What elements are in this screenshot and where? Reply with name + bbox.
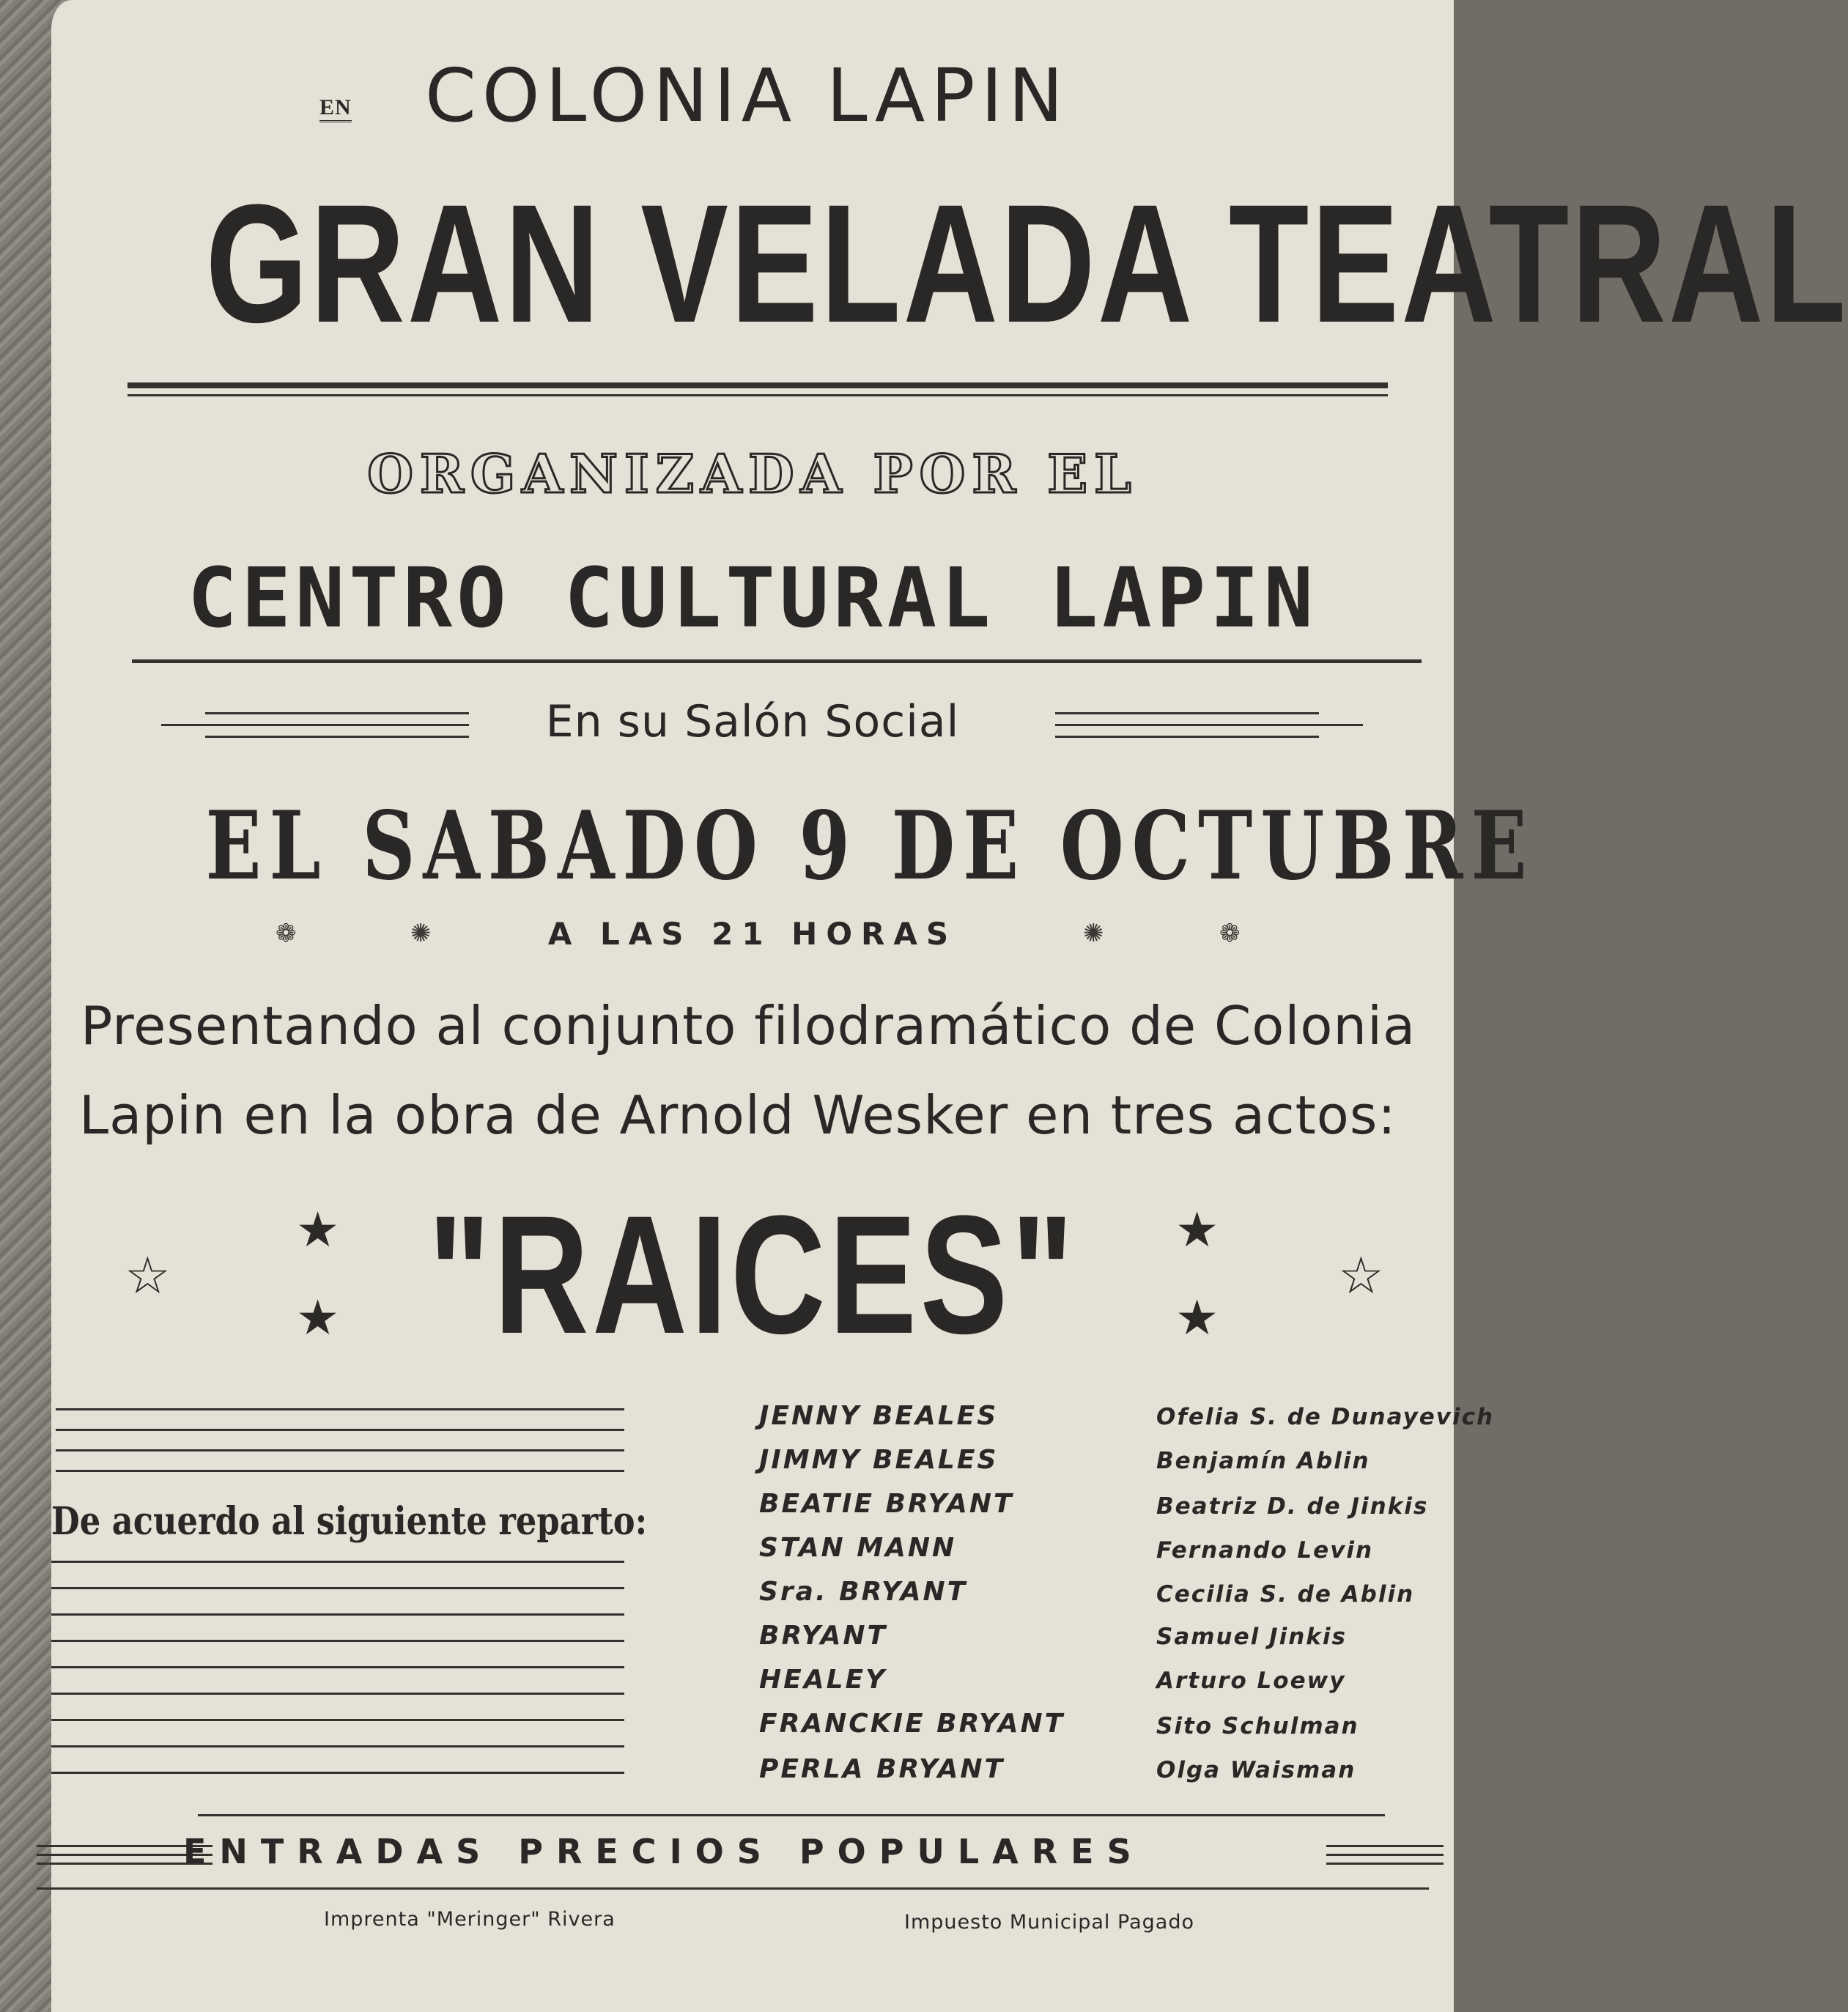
organized-by: ORGANIZADA POR EL [367,443,1138,505]
cast-role: BRYANT [759,1621,888,1651]
cast-role: JIMMY BEALES [759,1445,999,1475]
flower-ornament-icon: ❁ [1219,919,1241,948]
event-date: EL SABADO 9 DE OCTUBRE [205,791,1535,901]
cast-role: BEATIE BRYANT [759,1489,1014,1519]
cast-actor: Olga Waisman [1156,1757,1356,1783]
headline: GRAN VELADA TEATRAL [205,169,1848,358]
cast-actor: Sito Schulman [1156,1713,1359,1739]
flower-ornament-icon: ✺ [1083,919,1104,948]
cast-role: HEALEY [759,1665,887,1695]
headline-rule [127,382,1388,388]
tickets-rule-top [198,1814,1385,1816]
intro-line-2: Lapin en la obra de Arnold Wesker en tres actos: [79,1084,1397,1146]
play-title: "RAICES" [428,1180,1077,1369]
star-outline-icon: ☆ [125,1246,171,1306]
flower-ornament-icon: ✺ [410,919,432,948]
cast-rule [56,1408,624,1410]
star-outline-icon: ☆ [1338,1246,1384,1306]
prefix-label: EN [319,95,352,122]
theater-poster [51,0,1848,2012]
flower-ornament-icon: ❁ [276,919,297,948]
star-filled-icon: ★ [296,1290,340,1346]
printer-credit: Imprenta "Meringer" Rivera [324,1908,616,1931]
cast-actor: Arturo Loewy [1156,1668,1346,1694]
cast-role: PERLA BRYANT [759,1754,1005,1784]
star-filled-icon: ★ [296,1202,340,1258]
organizer-name: CENTRO CULTURAL LAPIN [187,551,1318,646]
tax-note: Impuesto Municipal Pagado [904,1911,1194,1934]
cast-role: STAN MANN [759,1533,957,1563]
cast-role: Sra. BRYANT [759,1577,968,1607]
cast-actor: Samuel Jinkis [1156,1624,1347,1650]
cast-actor: Cecilia S. de Ablin [1156,1581,1415,1608]
cast-heading: De acuerdo al siguiente reparto: [51,1499,648,1544]
intro-line-1: Presentando al conjunto filodramático de Colonia [81,995,1416,1057]
cast-role: JENNY BEALES [759,1401,999,1431]
tickets-rule-bottom [37,1887,1429,1890]
cast-actor: Fernando Levin [1156,1537,1374,1564]
venue: En su Salón Social [545,696,960,747]
cast-actor: Ofelia S. de Dunayevich [1156,1404,1495,1430]
venue-lines-right [1055,712,1319,714]
cast-actor: Benjamín Ablin [1156,1448,1370,1474]
star-filled-icon: ★ [1175,1290,1219,1346]
event-time: A LAS 21 HORAS [547,916,958,952]
location-title: COLONIA LAPIN [425,53,1069,138]
tickets-lines-right [1326,1845,1444,1847]
tickets-info: ENTRADAS PRECIOS POPULARES [183,1832,1145,1871]
headline-rule-thin [127,394,1388,396]
cast-role: FRANCKIE BRYANT [759,1709,1065,1739]
star-filled-icon: ★ [1175,1202,1219,1258]
cast-actor: Beatriz D. de Jinkis [1156,1493,1429,1520]
organizer-rule [132,659,1422,663]
